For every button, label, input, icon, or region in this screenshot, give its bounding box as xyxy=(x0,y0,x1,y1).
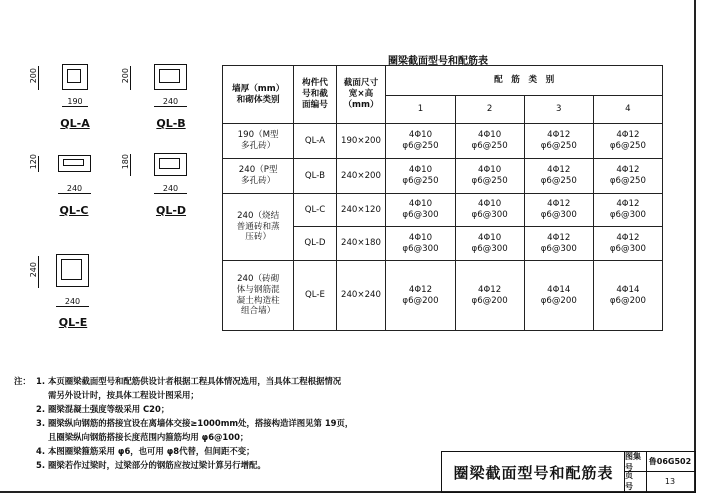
header-size: 截面尺寸宽×高（mm） xyxy=(336,66,386,124)
section-ql-e xyxy=(28,250,108,330)
section-height-dim: 200 xyxy=(29,68,38,84)
wall-cell: 190（M型多孔砖） xyxy=(223,124,294,159)
section-height-dim: 120 xyxy=(29,154,38,170)
section-outline xyxy=(62,64,88,90)
rebar-cell: 4Φ12 φ6@300 xyxy=(524,194,593,227)
section-height-dim: 180 xyxy=(121,154,130,170)
rebar-cell: 4Φ10 φ6@250 xyxy=(455,124,524,159)
title-block xyxy=(441,451,696,493)
rebar-cell: 4Φ12 φ6@250 xyxy=(593,159,662,194)
notes-prefix: 注： xyxy=(14,376,31,386)
section-outline xyxy=(154,64,187,90)
section-outline xyxy=(154,153,187,176)
section-width-dim: 240 xyxy=(56,297,89,307)
rebar-table xyxy=(222,65,663,331)
atlas-number: 鲁06G502 xyxy=(648,457,692,466)
note-number: 3. xyxy=(36,418,46,428)
page-number: 13 xyxy=(664,476,676,486)
section-label: QL-A xyxy=(60,117,90,130)
rebar-cell: 4Φ10 φ6@250 xyxy=(386,124,455,159)
note-number: 2. xyxy=(36,404,46,414)
page-label: 页 号 xyxy=(625,471,641,491)
table-row xyxy=(223,124,663,159)
table-row xyxy=(223,261,663,331)
wall-cell: 240（烧结普通砖和蒸压砖） xyxy=(223,194,294,261)
header-col-1: 1 xyxy=(386,96,455,124)
rebar-cell: 4Φ12 φ6@250 xyxy=(524,124,593,159)
size-cell: 240×200 xyxy=(336,159,386,194)
table-title: 圈梁截面型号和配筋表 xyxy=(388,56,488,67)
header-col-2: 2 xyxy=(455,96,524,124)
rebar-cell: 4Φ12 φ6@200 xyxy=(386,261,455,331)
table-row xyxy=(223,159,663,194)
note-text: 本图圈梁箍筋采用 φ6，也可用 φ8代替，但间距不变； xyxy=(48,446,255,456)
code-cell: QL-B xyxy=(294,159,336,194)
drawing-title: 圈梁截面型号和配筋表 xyxy=(441,451,625,493)
note-number: 5. xyxy=(36,460,46,470)
rebar-cell: 4Φ10 φ6@300 xyxy=(455,227,524,261)
rebar-cell: 4Φ12 φ6@250 xyxy=(524,159,593,194)
atlas-label: 图集号 xyxy=(625,451,641,472)
section-height-dim: 200 xyxy=(121,68,130,84)
note-item xyxy=(14,374,348,402)
section-ql-d xyxy=(120,148,200,223)
note-item xyxy=(20,458,448,472)
rebar-cell: 4Φ10 φ6@250 xyxy=(455,159,524,194)
rebar-cell: 4Φ12 φ6@300 xyxy=(524,227,593,261)
rebar-cell: 4Φ12 φ6@300 xyxy=(593,227,662,261)
note-text: 本页圈梁截面型号和配筋供设计者根据工程具体情况选用，当具体工程根据情况需另外设计时，按具体工程设计图采用； xyxy=(48,376,342,400)
note-item xyxy=(20,444,358,458)
frame-border-right xyxy=(694,0,696,492)
notes-block xyxy=(14,374,448,472)
rebar-cell: 4Φ10 φ6@300 xyxy=(455,194,524,227)
code-cell: QL-D xyxy=(294,227,336,261)
rebar-cell: 4Φ14 φ6@200 xyxy=(524,261,593,331)
section-outline xyxy=(58,155,91,172)
note-item xyxy=(20,416,358,444)
header-rebar: 配 筋 类 别 xyxy=(386,66,663,96)
code-cell: QL-A xyxy=(294,124,336,159)
note-text: 圈梁纵向钢筋的搭接宜设在离墙体交接≥1000mm处，搭接构造详图见第 19页，且圈梁纵向钢筋搭接长度范围内箍筋均用 φ6@100； xyxy=(48,418,354,442)
header-row xyxy=(223,66,663,96)
section-width-dim: 240 xyxy=(154,97,187,107)
section-width-dim: 240 xyxy=(154,184,187,194)
title-block-grid xyxy=(624,451,696,493)
rebar-cell: 4Φ12 φ6@200 xyxy=(455,261,524,331)
section-label: QL-B xyxy=(156,117,186,130)
note-number: 4. xyxy=(36,446,46,456)
note-text: 圈梁若作过梁时，过梁部分的钢筋应按过梁计算另行增配。 xyxy=(48,460,266,470)
section-height-dim: 240 xyxy=(29,262,38,278)
note-number: 1. xyxy=(36,376,46,386)
note-text: 圈梁混凝土强度等级采用 C20； xyxy=(48,404,170,414)
section-ql-c xyxy=(28,150,108,225)
section-label: QL-E xyxy=(58,316,88,329)
header-col-3: 3 xyxy=(524,96,593,124)
section-ql-a xyxy=(28,60,108,135)
section-width-dim: 190 xyxy=(62,97,88,107)
table-row xyxy=(223,194,663,227)
size-cell: 240×240 xyxy=(336,261,386,331)
rebar-cell: 4Φ10 φ6@250 xyxy=(386,159,455,194)
section-outline xyxy=(56,254,89,287)
code-cell: QL-E xyxy=(294,261,336,331)
section-label: QL-C xyxy=(59,204,89,217)
section-width-dim: 240 xyxy=(58,184,91,194)
header-code: 构件代号和截面编号 xyxy=(294,66,336,124)
rebar-cell: 4Φ10 φ6@300 xyxy=(386,227,455,261)
size-cell: 190×200 xyxy=(336,124,386,159)
header-col-4: 4 xyxy=(593,96,662,124)
size-cell: 240×120 xyxy=(336,194,386,227)
wall-cell: 240（砖砌体与钢筋混凝土构造柱组合墙） xyxy=(223,261,294,331)
wall-cell: 240（P型多孔砖） xyxy=(223,159,294,194)
code-cell: QL-C xyxy=(294,194,336,227)
rebar-cell: 4Φ14 φ6@200 xyxy=(593,261,662,331)
section-ql-b xyxy=(120,60,200,135)
header-wall: 墙厚（mm）和砌体类别 xyxy=(223,66,294,124)
rebar-cell: 4Φ12 φ6@250 xyxy=(593,124,662,159)
size-cell: 240×180 xyxy=(336,227,386,261)
section-label: QL-D xyxy=(155,204,187,217)
rebar-cell: 4Φ10 φ6@300 xyxy=(386,194,455,227)
note-item xyxy=(20,402,358,416)
rebar-cell: 4Φ12 φ6@300 xyxy=(593,194,662,227)
